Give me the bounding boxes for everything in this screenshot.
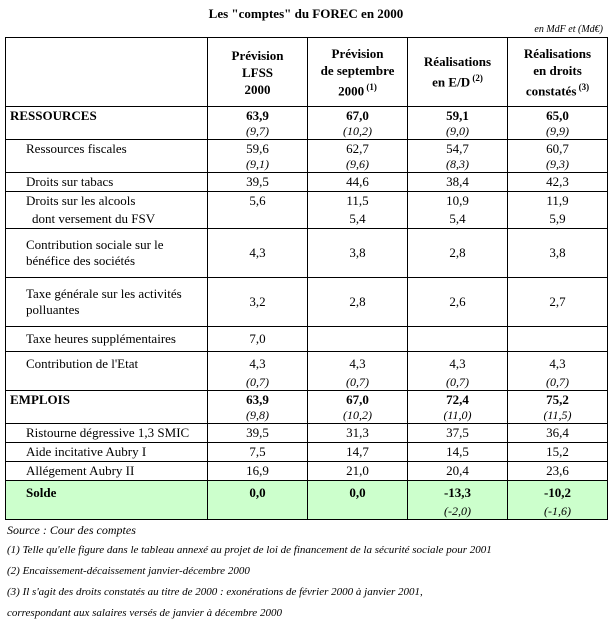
table-header-row bbox=[6, 38, 608, 107]
table-row bbox=[6, 278, 608, 327]
cell-value: 37,5 bbox=[408, 424, 508, 443]
cell-value: 39,5 bbox=[208, 424, 308, 443]
cell-value: 42,3 bbox=[508, 173, 608, 192]
source-note: Source : Cour des comptes bbox=[7, 523, 136, 537]
cell-value: (-1,6) bbox=[508, 505, 608, 520]
cell-value: 5,4 bbox=[408, 210, 508, 229]
cell-value bbox=[308, 505, 408, 520]
table-row bbox=[6, 352, 608, 377]
table-row bbox=[6, 424, 608, 443]
cell-value: 36,4 bbox=[508, 424, 608, 443]
cell-value: 5,6 bbox=[208, 192, 308, 211]
cell-value: 38,4 bbox=[408, 173, 508, 192]
row-label: Taxe heures supplémentaires bbox=[6, 327, 208, 352]
footnote: (1) Telle qu'elle figure dans le tableau annexé au projet de loi de financement de la sécurité sociale pour 2001 bbox=[7, 544, 492, 556]
header-footnote-ref: (2) bbox=[470, 73, 483, 84]
cell-value: (9,9) bbox=[508, 125, 608, 140]
table-row bbox=[6, 481, 608, 506]
cell-value: 63,9 bbox=[208, 107, 308, 126]
cell-value: 2,7 bbox=[508, 278, 608, 327]
cell-value: 3,2 bbox=[208, 278, 308, 327]
cell-value: 10,9 bbox=[408, 192, 508, 211]
column-header: Prévision LFSS 2000 bbox=[208, 38, 308, 107]
cell-value: (11,0) bbox=[408, 409, 508, 424]
table-row bbox=[6, 505, 608, 520]
cell-value: 7,5 bbox=[208, 443, 308, 462]
cell-value: 60,7 bbox=[508, 140, 608, 159]
header-footnote-ref: (3) bbox=[576, 81, 590, 92]
cell-value: (9,6) bbox=[308, 158, 408, 173]
cell-value: 59,1 bbox=[408, 107, 508, 126]
column-header: Prévision de septembre 2000 $^{(1)}$ bbox=[308, 38, 408, 107]
cell-value: 54,7 bbox=[408, 140, 508, 159]
cell-value: (0,7) bbox=[508, 376, 608, 391]
cell-value: 3,8 bbox=[508, 229, 608, 278]
table-row bbox=[6, 409, 608, 424]
cell-value: 21,0 bbox=[308, 462, 408, 481]
column-header: Réalisations en E/D $^{(2)}$ bbox=[408, 38, 508, 107]
cell-value: 2,8 bbox=[408, 229, 508, 278]
cell-value: 11,5 bbox=[308, 192, 408, 211]
header-footnote-ref: (1) bbox=[364, 81, 377, 92]
cell-value bbox=[208, 505, 308, 520]
footnotes bbox=[7, 544, 607, 619]
footnote: (3) Il s'agit des droits constatés au titre de 2000 : exonérations de février 2000 à janvier 2001, bbox=[7, 586, 423, 598]
cell-value: 16,9 bbox=[208, 462, 308, 481]
row-label: Contribution sociale sur le bénéfice des sociétés bbox=[6, 229, 208, 278]
cell-value: 0,0 bbox=[208, 481, 308, 506]
cell-value: -13,3 bbox=[408, 481, 508, 506]
cell-value: 15,2 bbox=[508, 443, 608, 462]
row-label: Contribution de l'Etat bbox=[26, 356, 139, 371]
cell-value: 2,8 bbox=[308, 278, 408, 327]
table-row bbox=[6, 107, 608, 126]
table-row bbox=[6, 140, 608, 159]
row-label bbox=[6, 158, 208, 173]
cell-value bbox=[208, 210, 308, 229]
cell-value: 75,2 bbox=[508, 391, 608, 410]
cell-value: 23,6 bbox=[508, 462, 608, 481]
table-row bbox=[6, 192, 608, 211]
cell-value: -10,2 bbox=[508, 481, 608, 506]
cell-value: (-2,0) bbox=[408, 505, 508, 520]
cell-value: 65,0 bbox=[508, 107, 608, 126]
cell-value: 14,7 bbox=[308, 443, 408, 462]
cell-value: 20,4 bbox=[408, 462, 508, 481]
cell-value: 67,0 bbox=[308, 107, 408, 126]
cell-value: 62,7 bbox=[308, 140, 408, 159]
cell-value: (9,1) bbox=[208, 158, 308, 173]
row-label: Taxe générale sur les activités polluantes bbox=[6, 278, 208, 327]
table-row bbox=[6, 462, 608, 481]
cell-value: 2,6 bbox=[408, 278, 508, 327]
cell-value: 44,6 bbox=[308, 173, 408, 192]
row-label: RESSOURCES bbox=[10, 108, 97, 123]
table-row bbox=[6, 229, 608, 278]
row-label: Ristourne dégressive 1,3 SMIC bbox=[6, 424, 208, 443]
row-label bbox=[6, 409, 208, 424]
column-header: Réalisations en droits constatés $^{(3)}$ bbox=[508, 38, 608, 107]
cell-value: 11,9 bbox=[508, 192, 608, 211]
cell-value: (9,3) bbox=[508, 158, 608, 173]
table-row bbox=[6, 173, 608, 192]
table-row bbox=[6, 210, 608, 229]
cell-value: 14,5 bbox=[408, 443, 508, 462]
cell-value: 4,3 bbox=[508, 352, 608, 377]
cell-value: (9,7) bbox=[208, 125, 308, 140]
table-row bbox=[6, 443, 608, 462]
cell-value bbox=[308, 327, 408, 352]
cell-value: 5,4 bbox=[308, 210, 408, 229]
cell-value: (10,2) bbox=[308, 125, 408, 140]
cell-value: (8,3) bbox=[408, 158, 508, 173]
row-label: Droits sur tabacs bbox=[6, 173, 208, 192]
row-label: Allégement Aubry II bbox=[6, 462, 208, 481]
cell-value: 4,3 bbox=[408, 352, 508, 377]
cell-value: 59,6 bbox=[208, 140, 308, 159]
cell-value bbox=[508, 327, 608, 352]
footnote: correspondant aux salaires versés de janvier à décembre 2000 bbox=[7, 607, 282, 619]
cell-value: 3,8 bbox=[308, 229, 408, 278]
table-row bbox=[6, 391, 608, 410]
cell-value: 7,0 bbox=[208, 327, 308, 352]
cell-value: 0,0 bbox=[308, 481, 408, 506]
cell-value: (0,7) bbox=[208, 376, 308, 391]
cell-value: 31,3 bbox=[308, 424, 408, 443]
table-row bbox=[6, 125, 608, 140]
cell-value bbox=[408, 327, 508, 352]
cell-value: 4,3 bbox=[208, 352, 308, 377]
table-row bbox=[6, 158, 608, 173]
cell-value: 4,3 bbox=[308, 352, 408, 377]
row-label bbox=[6, 125, 208, 140]
footnote: (2) Encaissement-décaissement janvier-décembre 2000 bbox=[7, 565, 250, 577]
page-title: Les "comptes" du FOREC en 2000 bbox=[208, 6, 404, 21]
cell-value: 63,9 bbox=[208, 391, 308, 410]
column-header-empty bbox=[6, 38, 208, 107]
cell-value: (10,2) bbox=[308, 409, 408, 424]
row-label bbox=[6, 376, 208, 391]
cell-value: (0,7) bbox=[308, 376, 408, 391]
cell-value: (0,7) bbox=[408, 376, 508, 391]
cell-value: 39,5 bbox=[208, 173, 308, 192]
table-row bbox=[6, 376, 608, 391]
cell-value: (11,5) bbox=[508, 409, 608, 424]
table-row bbox=[6, 327, 608, 352]
cell-value: 72,4 bbox=[408, 391, 508, 410]
row-label: Droits sur les alcools bbox=[26, 193, 136, 208]
row-label: dont versement du FSV bbox=[6, 210, 208, 229]
cell-value: 4,3 bbox=[208, 229, 308, 278]
forec-table bbox=[5, 37, 608, 520]
row-label: Ressources fiscales bbox=[26, 141, 127, 156]
row-label bbox=[6, 505, 208, 520]
cell-value: 67,0 bbox=[308, 391, 408, 410]
row-label: Aide incitative Aubry I bbox=[6, 443, 208, 462]
cell-value: (9,0) bbox=[408, 125, 508, 140]
row-label: EMPLOIS bbox=[10, 392, 70, 407]
unit-note: en MdF et (Md€) bbox=[534, 24, 603, 35]
row-label: Solde bbox=[6, 481, 208, 506]
table-body bbox=[6, 107, 608, 520]
cell-value: 5,9 bbox=[508, 210, 608, 229]
cell-value: (9,8) bbox=[208, 409, 308, 424]
